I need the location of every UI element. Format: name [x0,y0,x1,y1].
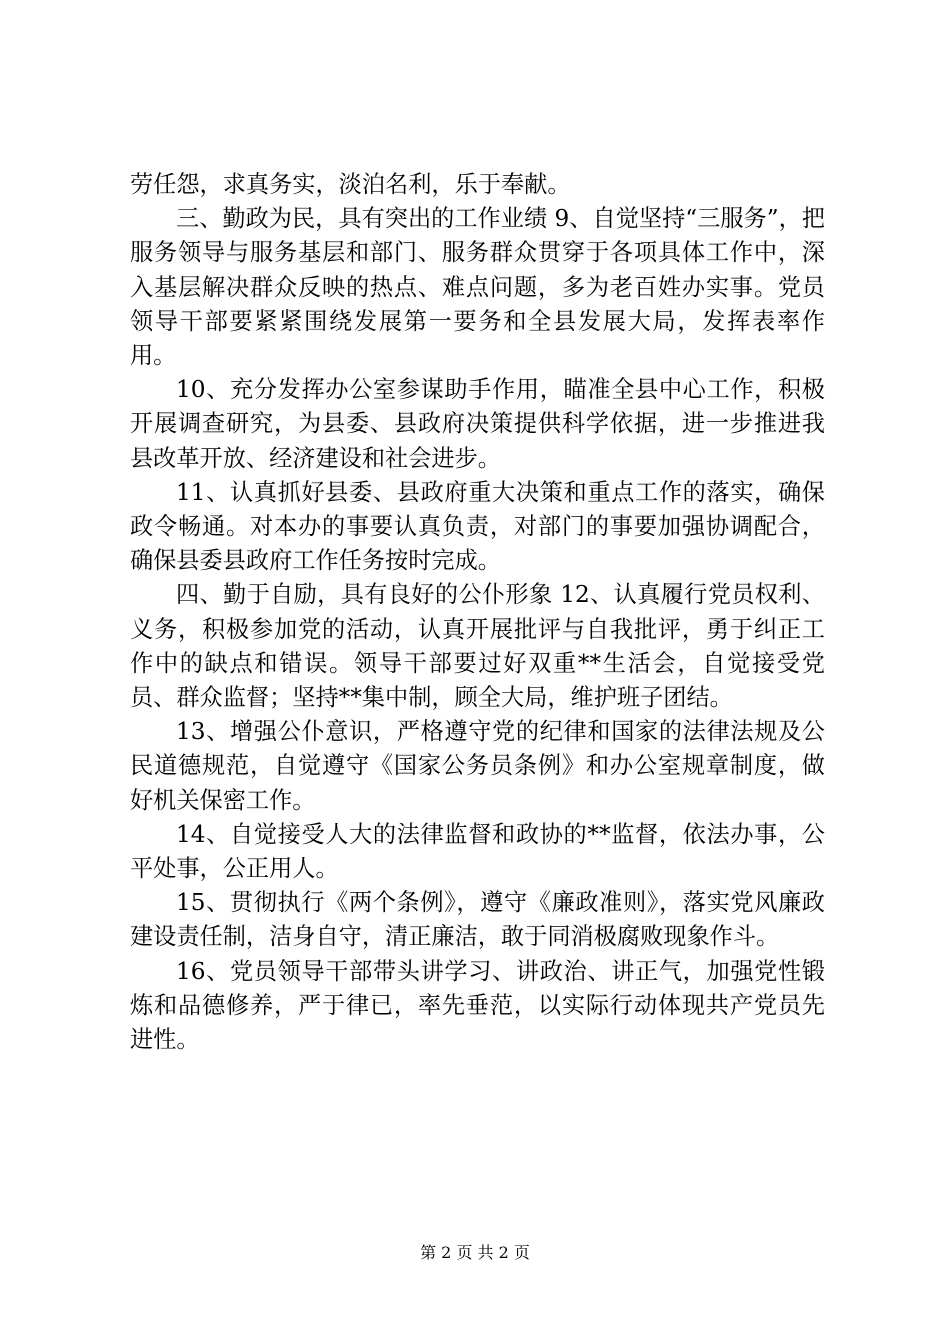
paragraph-item-11: 11、认真抓好县委、县政府重大决策和重点工作的落实，确保政令畅通。对本办的事要认真负责，对部门的事要加强协调配合，确保县委县政府工作任务按时完成。 [130,478,825,575]
paragraph-item-13: 13、增强公仆意识，严格遵守党的纪律和国家的法律法规及公民道德规范，自觉遵守《国家公务员条例》和办公室规章制度，做好机关保密工作。 [130,718,825,814]
paragraph-item-15: 15、贯彻执行《两个条例》，遵守《廉政准则》，落实党风廉政建设责任制，洁身自守，清正廉洁，敢于同消极腐败现象作斗。 [130,889,825,951]
page-number: 第 2 页 共 2 页 [420,1243,530,1262]
paragraph-item-16: 16、党员领导干部带头讲学习、讲政治、讲正气，加强党性锻炼和品德修养，严于律已，率先垂范，以实际行动体现共产党员先进性。 [130,957,825,1054]
paragraph-item-14: 14、自觉接受人大的法律监督和政协的**监督，依法办事，公平处事，公正用人。 [130,820,825,883]
paragraph-section-four: 四、勤于自励，具有良好的公仆形象 12、认真履行党员权利、义务，积极参加党的活动，认真开展批评与自我批评，勇于纠正工作中的缺点和错误。领导干部要过好双重**生活会，自觉接受党员、群众监督；坚持**集中制，顾全大局，维护班子团结。 [130,581,825,712]
paragraph-continuation: 劳任怨，求真务实，淡泊名利，乐于奉献。 [130,171,571,198]
paragraph-section-three: 三、勤政为民，具有突出的工作业绩 9、自觉坚持“三服务”，把服务领导与服务基层和部门、服务群众贯穿于各项具体工作中，深入基层解决群众反映的热点、难点问题，多为老百姓办实事。党员领导干部要紧紧围绕发展第一要务和全县发展大局，发挥表率作用。 [130,205,825,370]
document-body [130,168,825,1057]
paragraph-item-10: 10、充分发挥办公室参谋助手作用，瞄准全县中心工作，积极开展调查研究，为县委、县政府决策提供科学依据，进一步推进我县改革开放、经济建设和社会进步。 [130,376,825,472]
